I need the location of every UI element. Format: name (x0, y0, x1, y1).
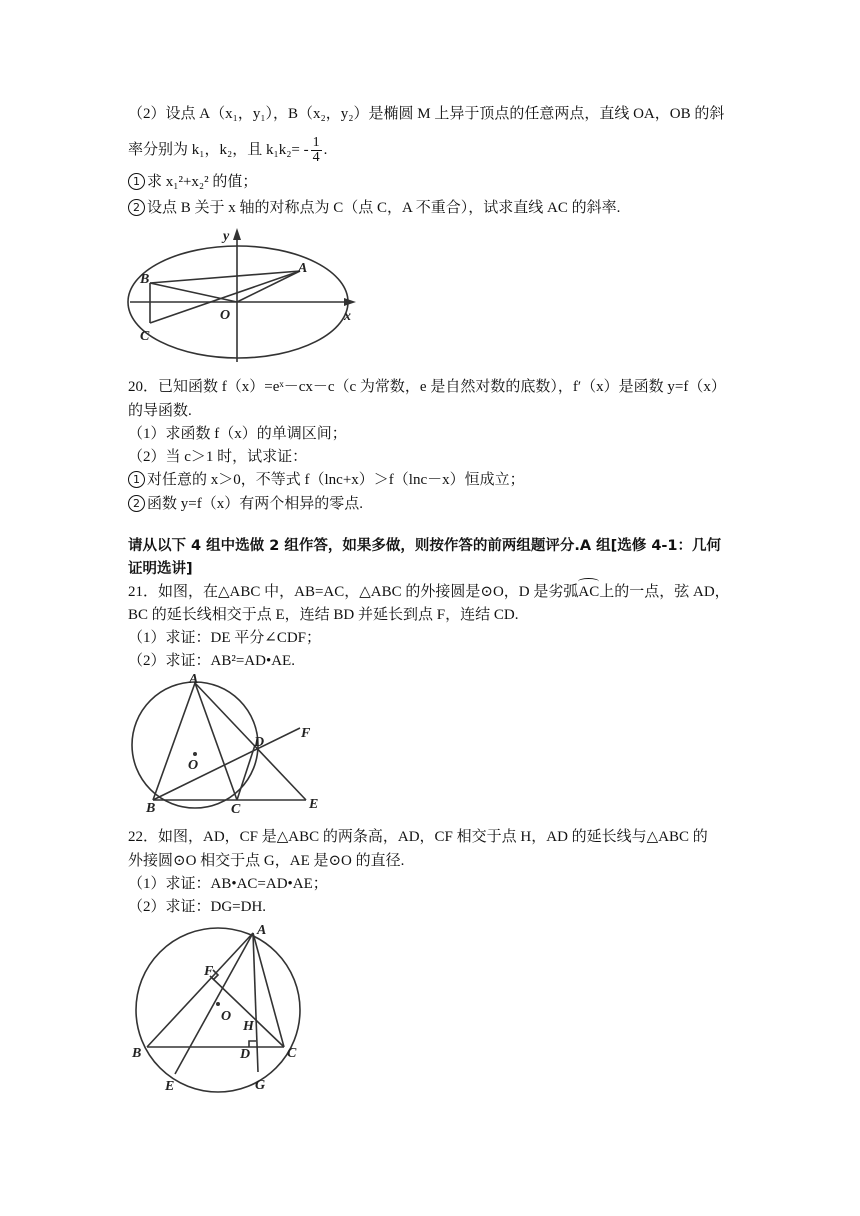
label-b: B (132, 1046, 142, 1061)
section-heading-line2: 证明选讲] (128, 561, 193, 577)
q21-line1-rest: 上的一点，弦 AD， (599, 584, 730, 600)
label-b: B (140, 272, 150, 287)
fraction-numerator: 1 (312, 135, 320, 150)
label-c: C (287, 1046, 297, 1061)
q22-part1: （1）求证：AB•AC=AD•AE； (128, 876, 328, 892)
q21-line1-text: 21．如图，在△ABC 中，AB=AC，△ABC 的外接圆是⊙O，D 是劣弧 (128, 584, 579, 600)
label-d: D (254, 735, 265, 750)
label-f: F (301, 726, 311, 741)
label-e: E (165, 1079, 175, 1094)
circumcircle-o (136, 928, 300, 1092)
label-f: F (204, 964, 214, 979)
label-a: A (189, 672, 199, 687)
label-o: O (221, 1009, 232, 1024)
label-o: O (220, 308, 231, 323)
label-g: G (255, 1078, 266, 1093)
label-c: C (140, 329, 150, 344)
label-y: y (223, 229, 230, 244)
label-d: D (240, 1047, 251, 1062)
q20-part2: （2）当 c＞1 时，试求证： (128, 449, 308, 465)
q22-line1: 22．如图，AD，CF 是△ABC 的两条高，AD，CF 相交于点 H，AD 的延长线与△ABC 的 (128, 829, 708, 845)
q22-line2: 外接圆⊙O 相交于点 G，AE 是⊙O 的直径. (128, 853, 405, 869)
q19-period: . (323, 141, 328, 158)
arc-ac-label: AC (578, 584, 600, 600)
q21-part2: （2）求证：AB²=AD•AE. (128, 653, 295, 669)
q19-sub2-text: 设点 B 关于 x 轴的对称点为 C（点 C，A 不重合），试求直线 AC 的斜率. (147, 200, 621, 216)
circled-number: 1 (128, 173, 145, 190)
q22-part2: （2）求证：DG=DH. (128, 899, 267, 915)
label-b: B (146, 801, 156, 816)
label-a: A (257, 923, 267, 938)
fraction-denominator: 4 (312, 150, 320, 165)
q19-sub1-text: 求 x₁²+x₂² 的值； (147, 174, 258, 190)
label-o: O (188, 758, 199, 773)
q20-sub1-text: 对任意的 x＞0，不等式 f（lnc+x）＞f（lnc－x）恒成立； (147, 472, 525, 488)
q19-part2-line1: （2）设点 A（x₁，y₁），B（x₂，y₂）是椭圆 M 上异于顶点的任意两点，直线 OA，OB 的斜 (128, 106, 725, 122)
circled-number: 2 (128, 495, 145, 512)
section-heading-line1: 请从以下 4 组中选做 2 组作答，如果多做，则按作答的前两组题评分.A 组[选修 4-1：几何 (128, 538, 722, 554)
q20-line1: 20．已知函数 f（x）=eˣ－cx－c（c 为常数，e 是自然对数的底数），f′（x）是函数 y=f（x） (128, 379, 726, 395)
segment-ag (253, 933, 258, 1072)
q20-sub2-text: 函数 y=f（x）有两个相异的零点. (147, 496, 363, 512)
q20-part1: （1）求函数 f（x）的单调区间； (128, 426, 347, 442)
label-e: E (309, 797, 319, 812)
q19-part2-line2-text: 率分别为 k₁，k₂，且 k₁k₂= - (128, 141, 309, 158)
segment-ac (253, 933, 284, 1047)
q20-line2: 的导函数. (128, 403, 192, 419)
q21-part1: （1）求证：DE 平分∠CDF； (128, 630, 321, 646)
circled-number: 1 (128, 471, 145, 488)
center-point (216, 1002, 220, 1006)
q21-line2: BC 的延长线相交于点 E，连结 BD 并延长到点 F，连结 CD. (128, 607, 519, 623)
label-c: C (231, 802, 241, 817)
label-a: A (298, 261, 308, 276)
label-x: x (344, 309, 351, 324)
circled-number: 2 (128, 199, 145, 216)
label-h: H (243, 1019, 254, 1034)
